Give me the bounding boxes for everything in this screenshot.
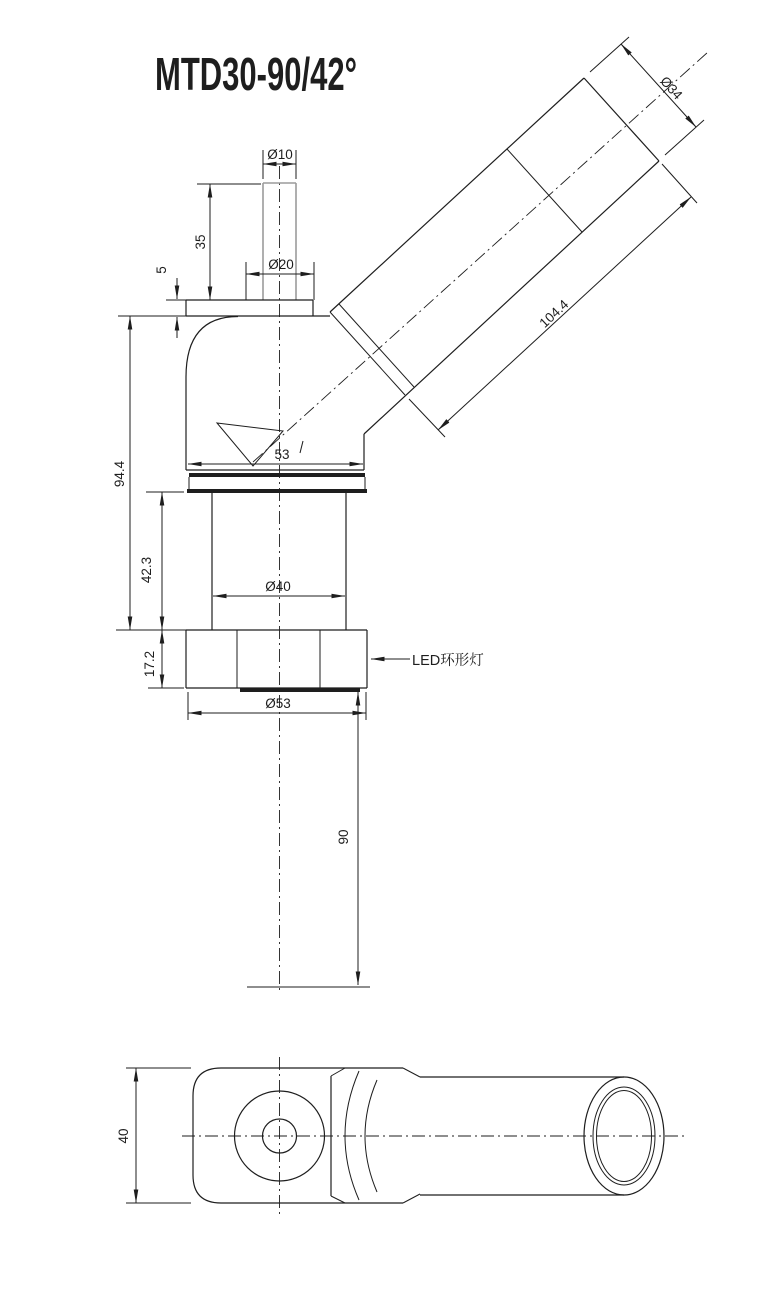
dim-angled-tube-length [409,164,697,437]
dim-label-172: 17.2 [142,650,157,678]
dim-label-104: 104.4 [536,296,572,331]
dim-label-d53: Ø53 [265,696,291,711]
dim-collar-diameter [246,257,314,300]
dim-label-d20: Ø20 [268,257,294,272]
dim-body-width [188,447,363,464]
mount-plates [187,475,367,491]
barrel [212,493,346,630]
top-view-body [193,1068,420,1203]
angled-tube [330,78,659,434]
dim-ring-light-diameter [188,692,366,720]
top-view-centerlines [182,1057,686,1218]
ring-light-label: LED环形灯 [412,653,484,669]
dim-label-423: 42.3 [139,556,154,584]
dim-label-d34: Ø34 [657,73,686,103]
dim-label-5: 5 [154,266,169,274]
dim-barrel-length [139,492,184,630]
dim-top-tube-length [193,184,261,300]
front-centerlines [253,52,708,990]
dim-label-90: 90 [336,829,351,845]
drawing-title: MTD30-90/42° [155,48,357,100]
flange-plate [186,300,313,316]
dim-angled-tube-diameter [590,37,704,155]
dim-label-40: 40 [116,1128,131,1144]
dim-label-944: 94.4 [112,460,127,488]
dim-body-total-height [112,316,196,630]
dim-ring-light-thickness [142,630,184,688]
dim-label-35: 35 [193,234,208,250]
dim-flange-thickness [154,266,186,338]
dim-working-distance [247,692,370,987]
ring-light-callout [371,652,484,669]
dim-label-d40: Ø40 [265,579,291,594]
prism-symbol [217,423,303,466]
top-view [116,1057,686,1218]
dim-label-d10: Ø10 [267,147,293,162]
ring-light [186,630,367,690]
dim-barrel-diameter [213,579,345,596]
dim-label-53: 53 [274,447,290,462]
dim-top-view-height [116,1068,191,1203]
front-view [112,37,708,990]
